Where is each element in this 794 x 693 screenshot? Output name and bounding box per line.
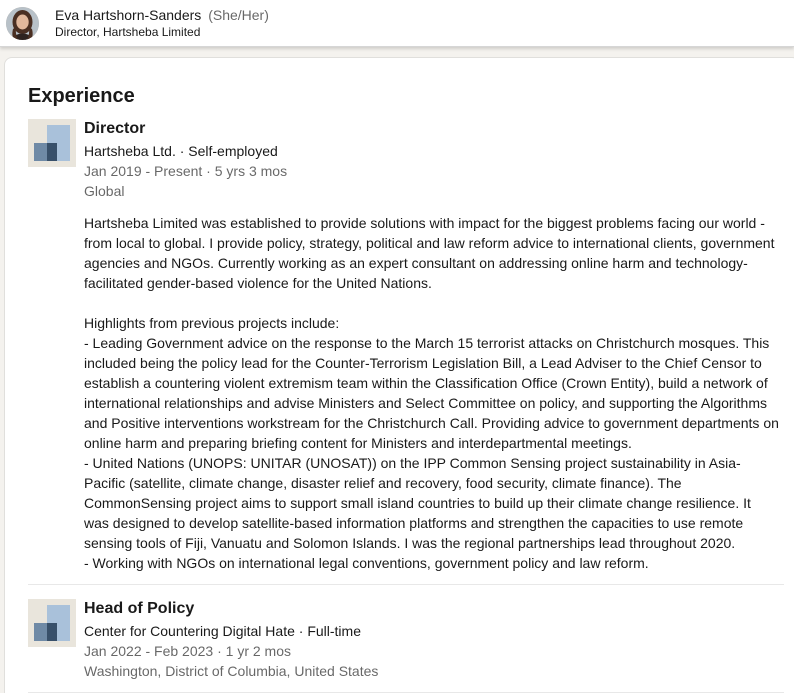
- company-logo-icon[interactable]: [28, 599, 76, 647]
- job-location: Washington, District of Columbia, United States: [84, 663, 379, 679]
- job-description: [84, 213, 779, 573]
- experience-card: [4, 57, 794, 693]
- job-location: Global: [84, 183, 125, 199]
- profile-name: Eva Hartshorn-Sanders: [55, 7, 202, 23]
- divider: [28, 584, 784, 585]
- company-line: Hartsheba Ltd. · Self-employed: [84, 143, 278, 159]
- description-paragraph: - United Nations (UNOPS: UNITAR (UNOSAT)) on the IPP Common Sensing project sustainability in Asia-Pacific (satellite, climate change, disaster relief and recovery, food security, climate finance). The CommonSensing project aims to support small island countries to build up their climate change resilience. It was designed to develop satellite-based information platforms and strengthen the capacities to use remote sensing tools of Fiji, Vanuatu and Solomon Islands. I was the regional partnerships lead throughout 2020.: [84, 455, 751, 551]
- job-dates: Jan 2019 - Present · 5 yrs 3 mos: [84, 163, 288, 179]
- description-paragraph: - Working with NGOs on international legal conventions, government policy and law reform.: [84, 555, 649, 571]
- profile-name-line: [55, 6, 269, 24]
- description-paragraph: Highlights from previous projects include:: [84, 315, 340, 331]
- job-dates: Jan 2022 - Feb 2023 · 1 yr 2 mos: [84, 643, 291, 659]
- description-paragraph: Hartsheba Limited was established to provide solutions with impact for the biggest problems facing our world - from local to global. I provide policy, strategy, political and law reform advice to international clients, government agencies and NGOs. Currently working as an expert consultant on addressing online harm and technology-facilitated gender-based violence for the United Nations.: [84, 215, 775, 291]
- company-logo-icon[interactable]: [28, 119, 76, 167]
- description-paragraph: - Leading Government advice on the response to the March 15 terrorist attacks on Christchurch mosques. This included being the policy lead for the Counter-Terrorism Legislation Bill, a Lead Adviser to the Chief Censor to establish a countering violent extremism team within the Classification Office (Crown Entity), build a network of international relationships and advise Ministers and Select Committee on policy, and supporting the Algorithms and Positive interventions workstream for the Christchurch Call. Providing advice to government departments on online harm and preparing briefing content for Ministers and interdepartmental meetings.: [84, 335, 779, 451]
- profile-avatar[interactable]: [6, 7, 39, 40]
- job-title: Head of Policy: [84, 600, 195, 617]
- job-title: Director: [84, 120, 146, 137]
- profile-top-bar: [0, 0, 794, 47]
- profile-pronouns: (She/Her): [208, 7, 269, 23]
- section-title: Experience: [28, 85, 135, 107]
- company-line: Center for Countering Digital Hate · Full-time: [84, 623, 361, 639]
- profile-headline: Director, Hartsheba Limited: [55, 25, 201, 39]
